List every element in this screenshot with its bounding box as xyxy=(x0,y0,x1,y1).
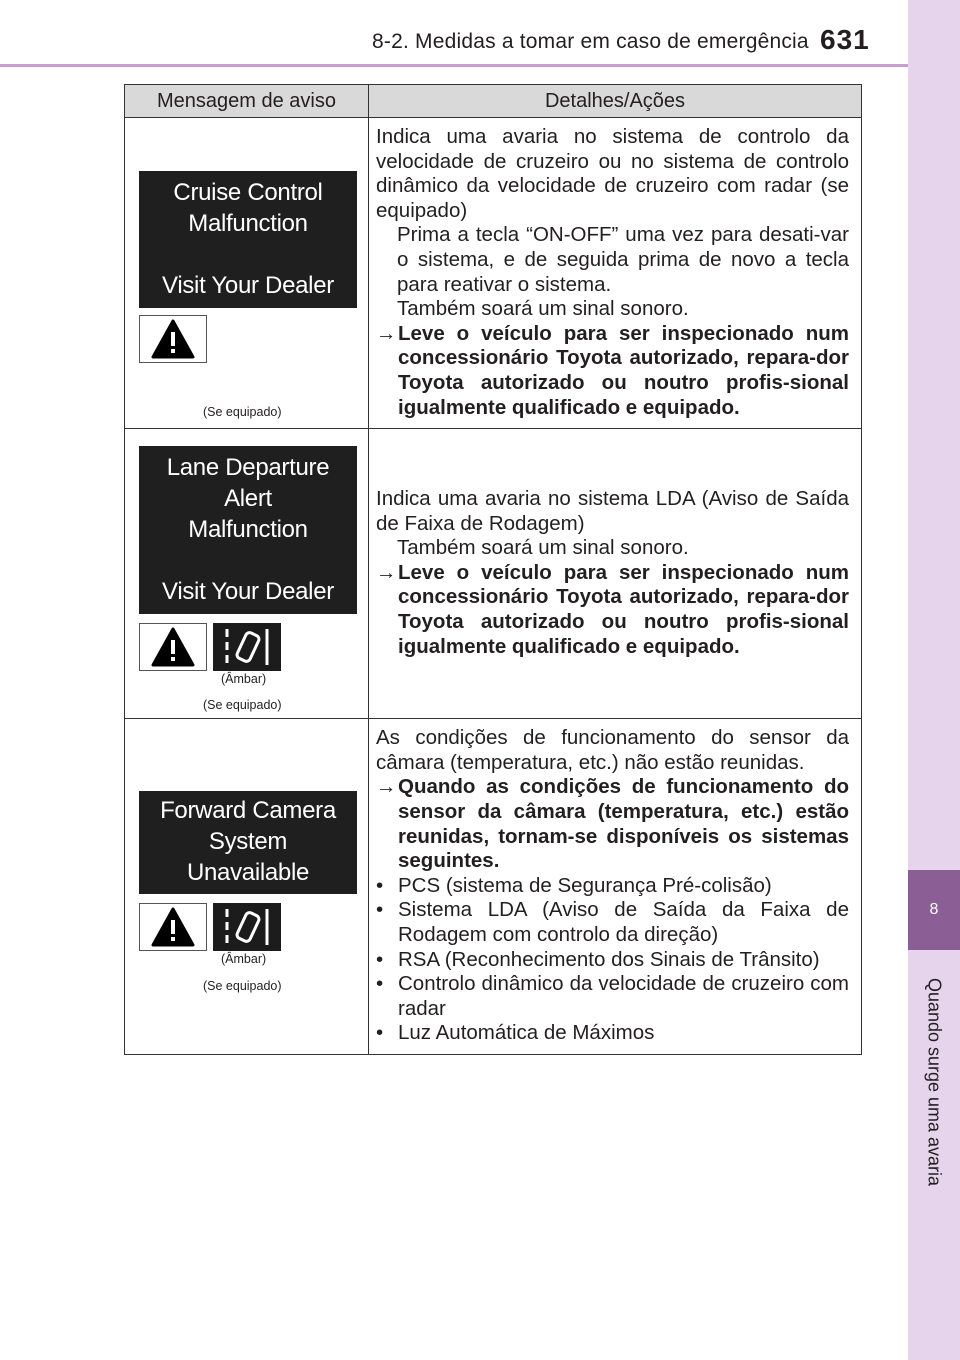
instruction-text: Também soará um sinal sonoro. xyxy=(397,536,689,560)
list-item xyxy=(376,972,849,1021)
page-number: 631 xyxy=(820,24,870,55)
display-screen-camera xyxy=(139,791,357,894)
screen-line: Malfunction xyxy=(188,516,308,544)
list-item-text: Sistema LDA (Aviso de Saída da Faixa de Rodagem com controlo da direção) xyxy=(398,898,849,947)
bullet-icon: • xyxy=(376,972,384,996)
amber-note: (Âmbar) xyxy=(221,952,267,967)
list-item-text: Luz Automática de Máximos xyxy=(398,1021,655,1045)
list-item xyxy=(376,874,849,899)
screen-line: Cruise Control xyxy=(173,179,323,206)
list-item xyxy=(376,948,849,973)
bullet-icon: • xyxy=(376,898,384,922)
message-cell xyxy=(125,719,369,1055)
warning-triangle-icon xyxy=(139,623,207,671)
table-header-row xyxy=(125,85,862,118)
action-item xyxy=(376,561,849,659)
list-item xyxy=(376,898,849,947)
screen-line: Unavailable xyxy=(186,859,310,887)
display-screen-cruise xyxy=(139,171,357,308)
table-row xyxy=(125,719,862,1055)
screen-line: Forward Camera xyxy=(160,797,336,825)
header-warning-message: Mensagem de aviso xyxy=(125,85,369,118)
screen-spacer xyxy=(139,545,357,576)
intro-text: Indica uma avaria no sistema LDA (Aviso de Saída de Faixa de Rodagem) xyxy=(376,487,849,535)
if-equipped-note: (Se equipado) xyxy=(203,405,282,419)
warning-message-table xyxy=(124,84,862,1055)
amber-note: (Âmbar) xyxy=(221,672,267,687)
if-equipped-note: (Se equipado) xyxy=(203,698,282,713)
screen-line: Lane Departure xyxy=(166,454,330,482)
chapter-title: Quando surge uma avaria xyxy=(924,977,945,1187)
display-screen-lane xyxy=(139,446,357,614)
details-cell xyxy=(369,719,862,1055)
arrow-icon: → xyxy=(376,321,397,345)
arrow-icon: → xyxy=(376,775,397,799)
screen-line: Visit Your Dealer xyxy=(162,578,334,606)
list-item-text: PCS (sistema de Segurança Pré-colisão) xyxy=(398,873,772,897)
list-item-text: Controlo dinâmico da velocidade de cruzeiro com radar xyxy=(398,972,849,1020)
action-text: Leve o veículo para ser inspecionado num concessionário Toyota autorizado, repara-dor Toyota autorizado ou noutro profis-sional igualmente qualificado e equipado. xyxy=(398,560,849,658)
action-item xyxy=(376,322,849,420)
chapter-number-tab[interactable]: 8 xyxy=(908,870,960,950)
intro-text: As condições de funcionamento do sensor da câmara (temperatura, etc.) não estão reunidas. xyxy=(376,726,849,774)
warning-triangle-icon xyxy=(139,903,207,951)
screen-line: System xyxy=(208,828,288,856)
bullet-icon: • xyxy=(376,947,384,971)
lane-departure-icon xyxy=(213,623,281,671)
header-details-actions: Detalhes/Ações xyxy=(369,85,862,118)
warning-triangle-icon xyxy=(139,315,207,363)
screen-spacer xyxy=(139,239,357,270)
lane-departure-icon xyxy=(213,903,281,951)
header-rule xyxy=(0,64,908,67)
action-text: Leve o veículo para ser inspecionado num concessionário Toyota autorizado, repara-dor Toyota autorizado ou noutro profis-sional igualmente qualificado e equipado. xyxy=(398,321,849,419)
list-item-text: RSA (Reconhecimento dos Sinais de Trânsito) xyxy=(398,947,820,971)
intro-text: Indica uma avaria no sistema de controlo da velocidade de cruzeiro ou no sistema de controlo dinâmico da velocidade de cruzeiro com radar (se equipado) xyxy=(376,125,849,222)
message-cell xyxy=(125,429,369,719)
table-row xyxy=(125,118,862,429)
screen-line: Malfunction xyxy=(188,210,308,237)
message-cell xyxy=(125,118,369,429)
instruction-text: Também soará um sinal sonoro. xyxy=(397,297,689,321)
arrow-icon: → xyxy=(376,560,397,584)
details-cell xyxy=(369,118,862,429)
section-title: 8-2. Medidas a tomar em caso de emergência xyxy=(372,30,809,53)
table-row xyxy=(125,429,862,719)
bullet-icon: • xyxy=(376,1021,384,1045)
screen-line: Alert xyxy=(224,485,272,513)
screen-line: Visit Your Dealer xyxy=(162,272,334,299)
if-equipped-note: (Se equipado) xyxy=(203,979,282,994)
details-cell xyxy=(369,429,862,719)
action-text: Quando as condições de funcionamento do sensor da câmara (temperatura, etc.) estão reunidas, tornam-se disponíveis os sistemas seguintes. xyxy=(398,775,849,873)
action-item xyxy=(376,775,849,873)
bullet-icon: • xyxy=(376,873,384,897)
instruction-text: Prima a tecla “ON-OFF” uma vez para desati-var o sistema, e de seguida prima de novo a tecla para reativar o sistema. xyxy=(397,223,849,296)
list-item xyxy=(376,1021,849,1046)
